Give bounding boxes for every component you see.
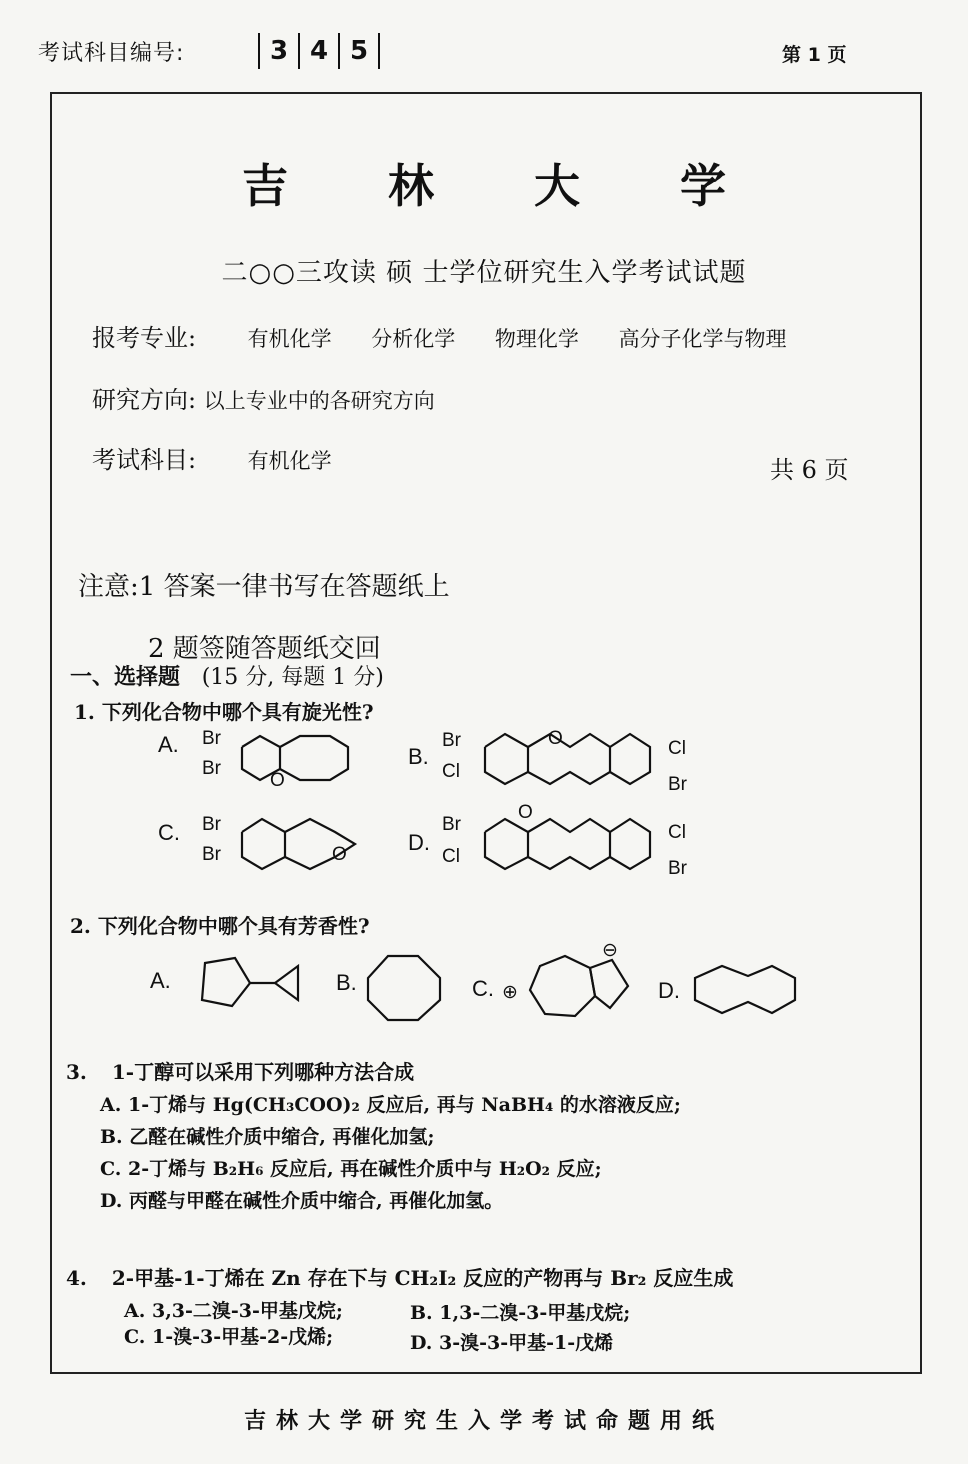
direction-label: 研究方向: (92, 386, 197, 414)
direction-row (92, 380, 435, 415)
q1-d-spiro-rings (528, 819, 610, 869)
q1-d-br-1: Br (442, 814, 461, 835)
q1-a-oxygen: O (270, 770, 285, 791)
subject-code-label: 考试科目编号: (38, 41, 185, 66)
q3-option-a: A. 1-丁烯与 Hg(CH₃COO)₂ 反应后, 再与 NaBH₄ 的水溶液反应; (100, 1094, 681, 1116)
q2-c-five-ring (590, 960, 628, 1008)
q1-c-br-2: Br (202, 844, 221, 865)
q1-c-ring-1 (242, 819, 285, 869)
major-item: 分析化学 (371, 327, 456, 351)
q1-d-cl-2: Cl (668, 822, 686, 843)
q1-b-br-1: Br (442, 730, 461, 751)
section-heading (70, 660, 384, 691)
question-number: 1. (74, 700, 95, 724)
q1-option-d-label: D. (408, 830, 430, 855)
subject-code-box (258, 33, 380, 69)
direction-value: 以上专业中的各研究方向 (203, 389, 435, 413)
university-title: 吉 林 大 学 (241, 159, 769, 213)
q1-b-ring-1 (485, 734, 528, 784)
subject-label: 考试科目: (92, 446, 197, 474)
q1-b-cl-1: Cl (442, 761, 460, 782)
note-line-2: 2 题签随答题纸交回 (148, 634, 381, 664)
q2-c-minus: ⊖ (602, 940, 618, 961)
question-number: 2. (70, 914, 91, 938)
q2-structures (150, 938, 810, 1038)
q2-option-c-label: C. (472, 976, 494, 1001)
q1-b-br-2: Br (668, 774, 687, 795)
q4-option-c: C. 1-溴-3-甲基-2-戊烯; (124, 1326, 334, 1348)
major-item: 高分子化学与物理 (618, 327, 787, 351)
q1-b-ring-4 (610, 734, 650, 784)
q1-structures (150, 722, 730, 902)
q2-option-d-label: D. (658, 978, 680, 1003)
q2-structure-b (368, 956, 440, 1020)
question-text: 2-甲基-1-丁烯在 Zn 存在下与 CH₂I₂ 反应的产物再与 Br₂ 反应生成 (111, 1266, 734, 1290)
question-1 (74, 696, 374, 725)
q1-a-ring-cyclohexane (280, 736, 348, 780)
q1-structure-a (202, 728, 348, 791)
q2-structure-a (202, 958, 298, 1006)
q1-structure-b (442, 728, 688, 795)
question-text: 1-丁醇可以采用下列哪种方法合成 (111, 1060, 415, 1084)
q1-d-oxygen: O (518, 802, 533, 823)
question-number: 4. (66, 1266, 87, 1290)
q2-structure-d (695, 966, 795, 1013)
q1-d-ring-1 (485, 819, 528, 869)
question-4 (66, 1262, 733, 1291)
question-3 (66, 1056, 414, 1085)
q2-a-cyclopropane (275, 966, 298, 1000)
major-label: 报考专业: (92, 324, 197, 352)
subject-code-digit: 4 (300, 33, 340, 69)
subject-row (92, 440, 332, 475)
q2-option-b-label: B. (336, 970, 357, 995)
q4-option-d: D. 3-溴-3-甲基-1-戊烯 (410, 1332, 614, 1354)
q1-option-b-label: B. (408, 744, 429, 769)
q1-b-oxygen: O (548, 728, 563, 749)
subject-value: 有机化学 (247, 449, 332, 473)
section-score: (15 分, 每题 1 分) (201, 665, 384, 690)
q3-option-d: D. 丙醛与甲醛在碱性介质中缩合, 再催化加氢。 (100, 1190, 504, 1212)
section-title: 一、选择题 (70, 664, 181, 690)
q4-option-a: A. 3,3-二溴-3-甲基戊烷; (124, 1300, 343, 1322)
question-text: 下列化合物中哪个具有芳香性? (97, 914, 370, 938)
q1-option-a-label: A. (158, 732, 179, 757)
q2-c-seven-ring (530, 956, 595, 1016)
major-item: 有机化学 (247, 327, 332, 351)
q2-c-plus: ⊕ (502, 982, 518, 1003)
major-item: 物理化学 (494, 327, 579, 351)
q1-structure-d (442, 802, 688, 879)
q1-d-ring-4 (610, 819, 650, 869)
subject-code-digit: 5 (340, 33, 380, 69)
q2-a-five-ring (202, 958, 250, 1006)
total-pages: 共 6 页 (770, 456, 849, 484)
q1-c-br-1: Br (202, 814, 221, 835)
q1-b-cl-2: Cl (668, 738, 686, 759)
page-footer: 吉林大学研究生入学考试命题用纸 (243, 1408, 724, 1434)
q1-option-c-label: C. (158, 820, 180, 845)
q4-option-b: B. 1,3-二溴-3-甲基戊烷; (410, 1302, 631, 1324)
q1-b-spiro-rings (528, 734, 610, 784)
q1-a-br-2: Br (202, 758, 221, 779)
q1-d-cl-1: Cl (442, 846, 460, 867)
q1-c-oxygen: O (332, 844, 347, 865)
q3-option-c: C. 2-丁烯与 B₂H₆ 反应后, 再在碱性介质中与 H₂O₂ 反应; (100, 1158, 602, 1180)
q3-option-b: B. 乙醛在碱性介质中缩合, 再催化加氢; (100, 1126, 435, 1148)
page-number: 第 1 页 (782, 44, 847, 66)
q2-structure-c (530, 940, 628, 1016)
major-row (92, 318, 787, 353)
q2-option-a-label: A. (150, 968, 171, 993)
question-number: 3. (66, 1060, 87, 1084)
q1-structure-c (202, 814, 355, 869)
question-2 (70, 910, 370, 939)
q1-d-br-2: Br (668, 858, 687, 879)
question-text: 下列化合物中哪个具有旋光性? (101, 700, 374, 724)
note-line-1: 注意:1 答案一律书写在答题纸上 (78, 572, 450, 602)
subject-code-digit: 3 (260, 33, 300, 69)
q1-a-br-1: Br (202, 728, 221, 749)
exam-subtitle: 二○○三攻读 硕 士学位研究生入学考试试题 (221, 258, 747, 288)
